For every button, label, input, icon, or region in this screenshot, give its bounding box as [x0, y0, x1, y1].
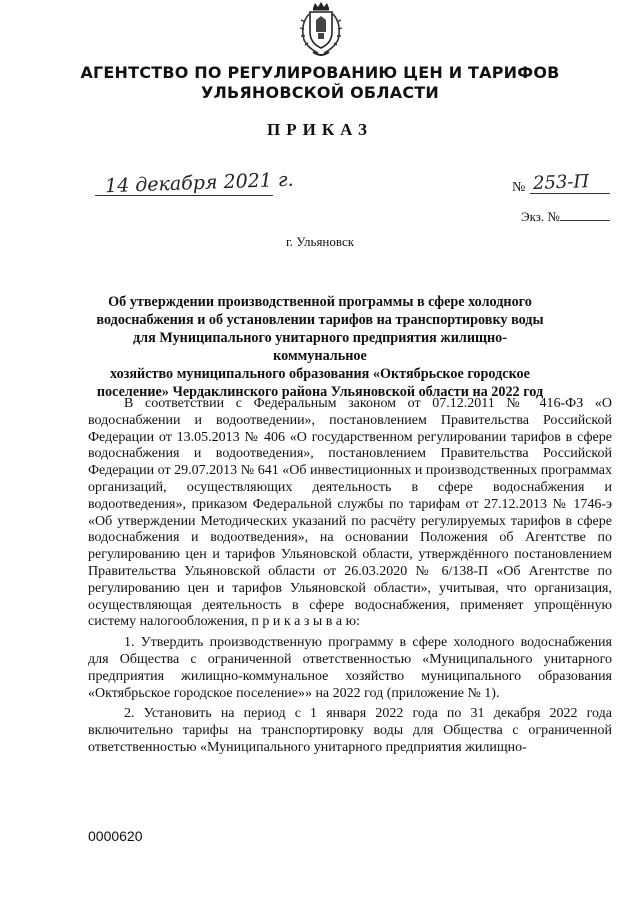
- agency-line-1: АГЕНТСТВО ПО РЕГУЛИРОВАНИЮ ЦЕН И ТАРИФОВ: [80, 63, 560, 82]
- form-serial-number: 0000620: [88, 828, 143, 844]
- subject-line: Об утверждении производственной программы в сфере холодного: [108, 294, 532, 310]
- copy-number: [521, 209, 610, 225]
- number-label: №: [512, 180, 526, 195]
- agency-line-2: УЛЬЯНОВСКОЙ ОБЛАСТИ: [200, 83, 440, 102]
- subject-line: водоснабжения и об установлении тарифов на транспортировку воды: [96, 312, 544, 328]
- subject-line: поселение» Чердаклинского района Ульяновской области на 2022 год: [96, 384, 544, 400]
- date-underline: [95, 195, 273, 196]
- coat-of-arms-icon: [296, 2, 346, 58]
- order-body: [88, 396, 612, 757]
- subject-line: для Муниципального унитарного предприятия жилищно-коммунальное: [133, 330, 507, 364]
- agency-name: [60, 63, 580, 103]
- number-underline: [530, 193, 610, 194]
- copy-blank: [560, 209, 610, 221]
- subject-line: хозяйство муниципального образования «Октябрьское городское: [110, 366, 530, 382]
- handwritten-date: 14 декабря 2021 г.: [104, 168, 294, 198]
- clause-1-paragraph: 1. Утвердить производственную программу в сфере холодного водоснабжения для Общества с ограниченной ответственностью «Муниципального унитарного предприятия жилищно-коммунальное хозяйство муниципального образования «Октябрьское городское поселение»» на 2022 год (приложение № 1).: [88, 635, 612, 701]
- order-subject: [90, 293, 550, 401]
- handwritten-number: 253-П: [532, 171, 590, 194]
- copy-label: Экз. №: [521, 209, 560, 224]
- document-type: ПРИКАЗ: [267, 120, 373, 139]
- preamble-paragraph: В соответствии с Федеральным законом от 07.12.2011 № 416-ФЗ «О водоснабжении и водоотведении», постановлением Правительства Российской Федерации от 13.05.2013 № 406 «О государственном регулировании тарифов в сфере водоснабжения и водоотведения», постановлением Правительства Российской Федерации от 29.07.2013 № 641 «Об инвестиционных и производственных программах организаций, осуществляющих деятельность в сфере водоснабжения и водоотведения», приказом Федеральной службы по тарифам от 27.12.2013 № 1746-э «Об утверждении Методических указаний по расчёту регулируемых тарифов в сфере водоснабжения и водоотведения», на основании Положения об Агентстве по регулированию цен и тарифов Ульяновской области, утверждённого постановлением Правительства Ульяновской области от 26.03.2020 № 6/138-П «Об Агентстве по регулированию цен и тарифов Ульяновской области», учитывая, что организация, осуществляющая деятельность в сфере водоснабжения, применяет упрощённую систему налогообложения, п р и к а з ы в а ю:: [88, 396, 612, 630]
- clause-2-paragraph: 2. Установить на период с 1 января 2022 года по 31 декабря 2022 года включительно тарифы на транспортировку воды для Общества с ограниченной ответственностью «Муниципального унитарного предприятия жилищно-: [88, 706, 612, 755]
- city: г. Ульяновск: [285, 234, 355, 249]
